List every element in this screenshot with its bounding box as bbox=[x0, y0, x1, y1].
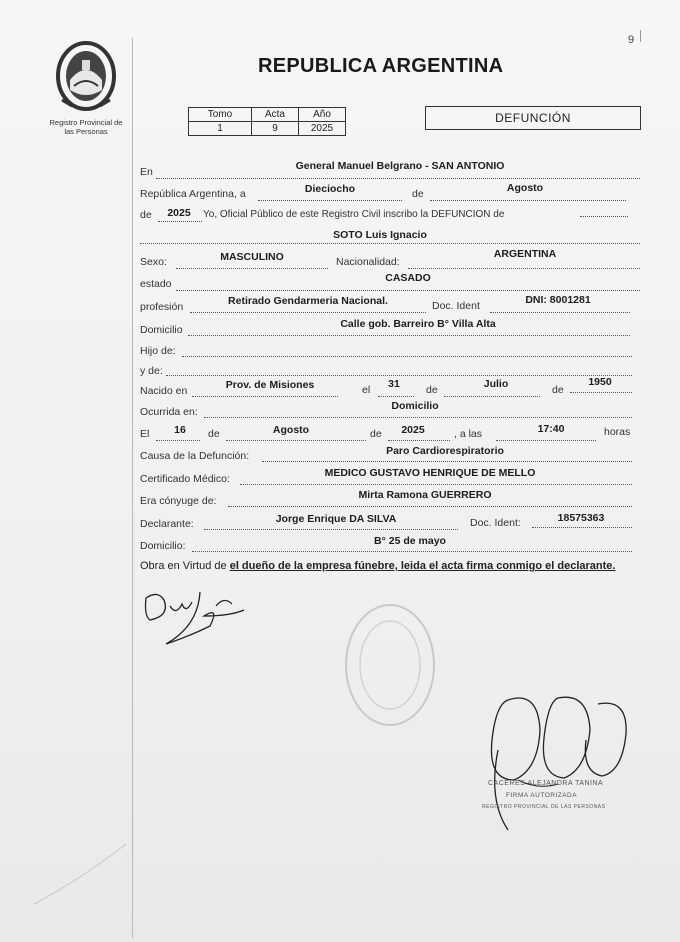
label-domicilio2: Domicilio: bbox=[140, 540, 186, 552]
birth-year-value: 1950 bbox=[588, 376, 612, 388]
record-table-cell: 9 bbox=[252, 122, 299, 136]
provincial-coat-of-arms-icon bbox=[52, 40, 120, 112]
label-causa: Causa de la Defunción: bbox=[140, 450, 250, 462]
profession-value: Retirado Gendarmeria Nacional. bbox=[228, 295, 388, 307]
label-conyuge: Era cónyuge de: bbox=[140, 495, 217, 507]
field-line bbox=[166, 375, 632, 376]
address-value: Calle gob. Barreiro B° Villa Alta bbox=[340, 318, 496, 330]
corner-mark bbox=[640, 30, 641, 42]
page-number: 9 bbox=[628, 34, 635, 46]
label-nacido-en: Nacido en bbox=[140, 385, 188, 397]
label-de-mes: de bbox=[552, 384, 564, 396]
declarant-doc-value: 18575363 bbox=[557, 512, 605, 524]
field-line bbox=[176, 268, 328, 269]
death-year-value: 2025 bbox=[401, 424, 425, 436]
label-nacionalidad: Nacionalidad: bbox=[336, 256, 400, 268]
issuer-name-line1: Registro Provincial de bbox=[49, 118, 123, 127]
field-line bbox=[176, 290, 640, 291]
field-line bbox=[204, 417, 632, 418]
sex-value: MASCULINO bbox=[220, 251, 284, 263]
field-line bbox=[444, 396, 540, 397]
declarant-signature bbox=[140, 586, 270, 652]
label-certificado: Certificado Médico: bbox=[140, 473, 230, 485]
field-line bbox=[204, 529, 458, 530]
field-line bbox=[496, 440, 596, 441]
field-line bbox=[226, 440, 366, 441]
deceased-name: SOTO Luis Ignacio bbox=[333, 229, 427, 241]
cause-of-death-value: Paro Cardiorespiratorio bbox=[386, 445, 504, 457]
spouse-value: Mirta Ramona GUERRERO bbox=[358, 489, 492, 501]
birthplace-value: Prov. de Misiones bbox=[225, 379, 315, 391]
official-stamp-office: REGISTRO PROVINCIAL DE LAS PERSONAS bbox=[482, 804, 606, 810]
official-signature bbox=[478, 690, 638, 840]
label-profesion: profesión bbox=[140, 301, 184, 313]
declarant-value: Jorge Enrique DA SILVA bbox=[275, 513, 397, 525]
issuer-name-line2: las Personas bbox=[64, 127, 108, 136]
field-line bbox=[388, 440, 450, 441]
issuer-name bbox=[36, 118, 136, 136]
declaration-text bbox=[140, 559, 640, 573]
record-table-header: Año bbox=[299, 108, 346, 122]
label-sexo: Sexo: bbox=[140, 256, 167, 268]
day-value: Dieciocho bbox=[304, 183, 356, 195]
faded-seal-icon bbox=[340, 600, 440, 730]
page-title: REPUBLICA ARGENTINA bbox=[258, 55, 504, 77]
field-line bbox=[190, 312, 426, 313]
field-line bbox=[430, 200, 626, 201]
label-de-def2: de bbox=[370, 428, 382, 440]
place-of-death-value: Domicilio bbox=[391, 400, 439, 412]
declaration-value: el dueño de la empresa fúnebre, leida el acta firma conmigo el declarante. bbox=[229, 560, 616, 572]
place-value: General Manuel Belgrano - SAN ANTONIO bbox=[295, 160, 505, 172]
record-type-box: DEFUNCIÓN bbox=[425, 106, 641, 130]
label-estado: estado bbox=[140, 278, 172, 290]
record-table-cell: 2025 bbox=[299, 122, 346, 136]
label-ocurrida: Ocurrida en: bbox=[140, 406, 198, 418]
field-line bbox=[532, 527, 632, 528]
field-line bbox=[490, 312, 630, 313]
field-line bbox=[192, 551, 632, 552]
field-line bbox=[378, 396, 414, 397]
field-line bbox=[156, 440, 200, 441]
record-table-cell: 1 bbox=[189, 122, 252, 136]
death-time-value: 17:40 bbox=[537, 423, 565, 435]
label-republica: República Argentina, a bbox=[140, 188, 246, 200]
field-line bbox=[158, 221, 202, 222]
field-line bbox=[258, 200, 402, 201]
label-y-de: y de: bbox=[140, 365, 163, 377]
label-hijo-de: Hijo de: bbox=[140, 345, 176, 357]
birth-month-value: Julio bbox=[483, 378, 509, 390]
field-line bbox=[262, 461, 632, 462]
death-month-value: Agosto bbox=[272, 424, 310, 436]
declarant-address-value: B° 25 de mayo bbox=[374, 535, 446, 547]
record-table bbox=[188, 107, 346, 136]
field-line bbox=[570, 392, 632, 393]
field-line bbox=[140, 243, 640, 244]
record-table-header: Tomo bbox=[189, 108, 252, 122]
medical-certificate-value: MEDICO GUSTAVO HENRIQUE DE MELLO bbox=[324, 467, 536, 479]
label-inscription: Yo, Oficial Público de este Registro Civil inscribo la DEFUNCION de bbox=[203, 209, 505, 220]
field-line bbox=[408, 268, 640, 269]
label-doc-ident2: Doc. Ident: bbox=[470, 517, 521, 529]
label-de: de bbox=[412, 188, 424, 200]
record-table-header: Acta bbox=[252, 108, 299, 122]
field-line bbox=[240, 484, 632, 485]
label-de2: de bbox=[140, 209, 152, 221]
field-line bbox=[228, 506, 632, 507]
birth-day-value: 31 bbox=[388, 378, 400, 390]
label-horas: horas bbox=[604, 426, 631, 438]
nationality-value: ARGENTINA bbox=[493, 248, 557, 260]
label-a-las: , a las bbox=[454, 428, 483, 440]
label-doc-ident: Doc. Ident bbox=[432, 300, 480, 312]
official-stamp-name: CACERES ALEJANDRA TANINA bbox=[488, 780, 604, 787]
field-line bbox=[580, 216, 628, 217]
field-line bbox=[192, 396, 338, 397]
field-line bbox=[156, 178, 640, 179]
paper-crease bbox=[30, 840, 130, 910]
death-day-value: 16 bbox=[174, 424, 186, 436]
dni-value: DNI: 8001281 bbox=[525, 294, 591, 306]
field-line bbox=[188, 335, 630, 336]
year-value: 2025 bbox=[167, 207, 191, 219]
label-en: En bbox=[140, 166, 153, 178]
label-el: el bbox=[362, 384, 371, 396]
label-de-dia: de bbox=[426, 384, 438, 396]
label-domicilio: Domicilio bbox=[140, 324, 183, 336]
field-line bbox=[182, 356, 632, 357]
official-stamp-role: FIRMA AUTORIZADA bbox=[506, 792, 578, 799]
marital-status-value: CASADO bbox=[385, 272, 431, 284]
label-declarante: Declarante: bbox=[140, 518, 194, 530]
month-value: Agosto bbox=[506, 182, 544, 194]
label-obra: Obra en Virtud de bbox=[140, 560, 227, 572]
margin-line bbox=[132, 38, 133, 938]
label-el-def: El bbox=[140, 428, 150, 440]
label-de-def1: de bbox=[208, 428, 220, 440]
